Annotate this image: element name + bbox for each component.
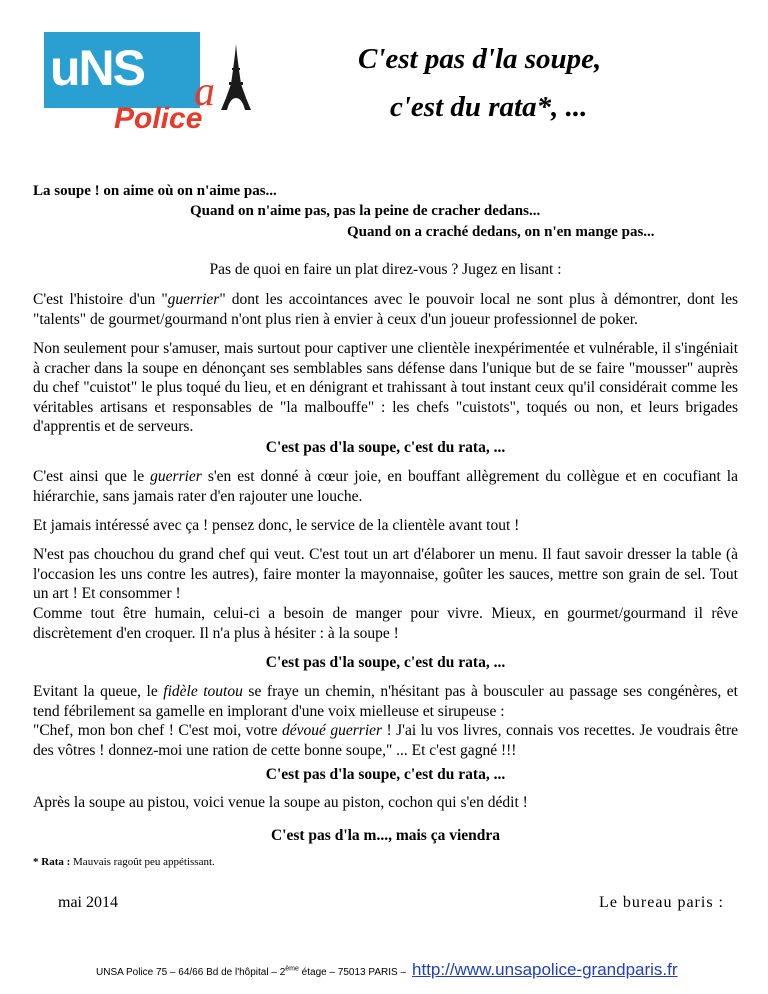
footnote <box>33 856 215 868</box>
p1-text-c: " dont les accointances avec le pouvoir local ne sont plus à démontrer, dont les "talents" de gourmet/gourmand n'ont plus rien à envier à ceux d'un joueur professionnel de poker. <box>33 291 738 328</box>
paragraph-lead: Pas de quoi en faire un plat direz-vous ? Jugez en lisant : <box>209 261 562 278</box>
paragraph-2: Non seulement pour s'amuser, mais surtout pour captiver une clientèle inexpérimentée et vulnérable, il s'ingéniait à cracher dans la soupe en dénonçant ses semblables sans défense dans l'unique but de se faire "mousser" auprès du chef "cuistot" le plus toqué du lieu, et en dénigrant et trahissant à tout instant ceux qu'il considérait comme les véritables artisans et responsables de "la malbouffe" : les chefs "cuistots", toqués ou non, et leurs brigades d'apprentis et de serveurs. <box>33 340 738 435</box>
p3-text-a: C'est ainsi que le <box>33 468 151 485</box>
footer <box>96 960 678 980</box>
footer-address-a: UNSA Police 75 – 64/66 Bd de l'hôpital – 2 <box>96 967 286 978</box>
p1-text-a: C'est l'histoire d'un " <box>33 291 168 308</box>
paragraph-9: Après la soupe au pistou, voici venue la soupe au piston, cochon qui s'en dédit ! <box>33 794 528 811</box>
logo-a-letter: a <box>194 69 215 115</box>
refrain-2: C'est pas d'la soupe, c'est du rata, ... <box>265 654 506 671</box>
paragraph-6: Comme tout être humain, celui-ci a besoin de manger pour vivre. Mieux, en gourmet/gourmand il rêve discrètement d'en croquer. Il n'a plus à hésiter : à la soupe ! <box>33 605 738 642</box>
unsa-police-logo <box>44 28 254 138</box>
logo-unsa-text: uNS <box>50 40 144 96</box>
paragraph-1 <box>33 290 738 329</box>
footer-address-b: étage – 75013 PARIS – <box>298 967 407 978</box>
paragraph-3 <box>33 467 738 506</box>
paragraph-5: N'est pas chouchou du grand chef qui veut. C'est tout un art d'élaborer un menu. Il faut savoir dresser la table (à l'occasion les uns contre les autres), faire monter la mayonnaise, goûter les sauces, mettre son grain de sel. Tout un art ! Et consommer ! <box>33 546 738 602</box>
paragraph-7 <box>33 682 738 721</box>
final-line: C'est pas d'la m..., mais ça viendra <box>270 827 501 844</box>
logo-police-text: Police <box>114 102 203 135</box>
p3-emphasis: guerrier <box>150 468 202 485</box>
p7-text-a: Evitant la queue, le <box>33 683 164 700</box>
footer-sup: ème <box>285 965 299 973</box>
date: mai 2014 <box>58 894 118 911</box>
eiffel-tower-icon <box>220 44 252 110</box>
p8-emphasis: dévoué guerrier <box>282 722 383 739</box>
p8-text-c: ! J'ai lu vos livres, connais vos recettes. Je voudrais être des vôtres ! donnez-moi une ration de cette bonne soupe," ... Et c'est gagné !!! <box>33 722 738 759</box>
intro-line-3: Quand on a craché dedans, on n'en mange pas... <box>347 224 655 240</box>
p7-text-c: se fraye un chemin, n'hésitant pas à bousculer au passage ses congénères, et tend fébrilement sa gamelle en implorant d'une voix mielleuse et sirupeuse : <box>33 683 738 720</box>
intro-line-1: La soupe ! on aime où on n'aime pas... <box>33 183 277 199</box>
refrain-1: C'est pas d'la soupe, c'est du rata, ... <box>265 439 506 456</box>
paragraph-8 <box>33 721 738 760</box>
intro-line-2: Quand on n'aime pas, pas la peine de cracher dedans... <box>190 203 541 219</box>
footnote-label: * Rata : <box>33 856 71 868</box>
title-line-2: c'est du rata*, ... <box>390 91 588 123</box>
paragraph-4: Et jamais intéressé avec ça ! pensez donc, le service de la clientèle avant tout ! <box>33 517 520 534</box>
p1-emphasis: guerrier <box>167 291 220 308</box>
refrain-3: C'est pas d'la soupe, c'est du rata, ... <box>265 766 506 783</box>
p8-text-a: "Chef, mon bon chef ! C'est moi, votre <box>33 722 282 739</box>
signature: Le bureau paris : <box>599 894 724 911</box>
p3-text-c: s'en est donné à cœur joie, en bouffant allègrement du collègue et en cocufiant la hiérarchie, sans jamais rater d'en rajouter une louche. <box>33 468 738 505</box>
footnote-text: Mauvais ragoût peu appétissant. <box>73 856 215 868</box>
title-line-1: C'est pas d'la soupe, <box>358 43 602 75</box>
p7-emphasis: fidèle toutou <box>163 683 243 700</box>
website-link[interactable]: http://www.unsapolice-grandparis.fr <box>412 960 678 979</box>
